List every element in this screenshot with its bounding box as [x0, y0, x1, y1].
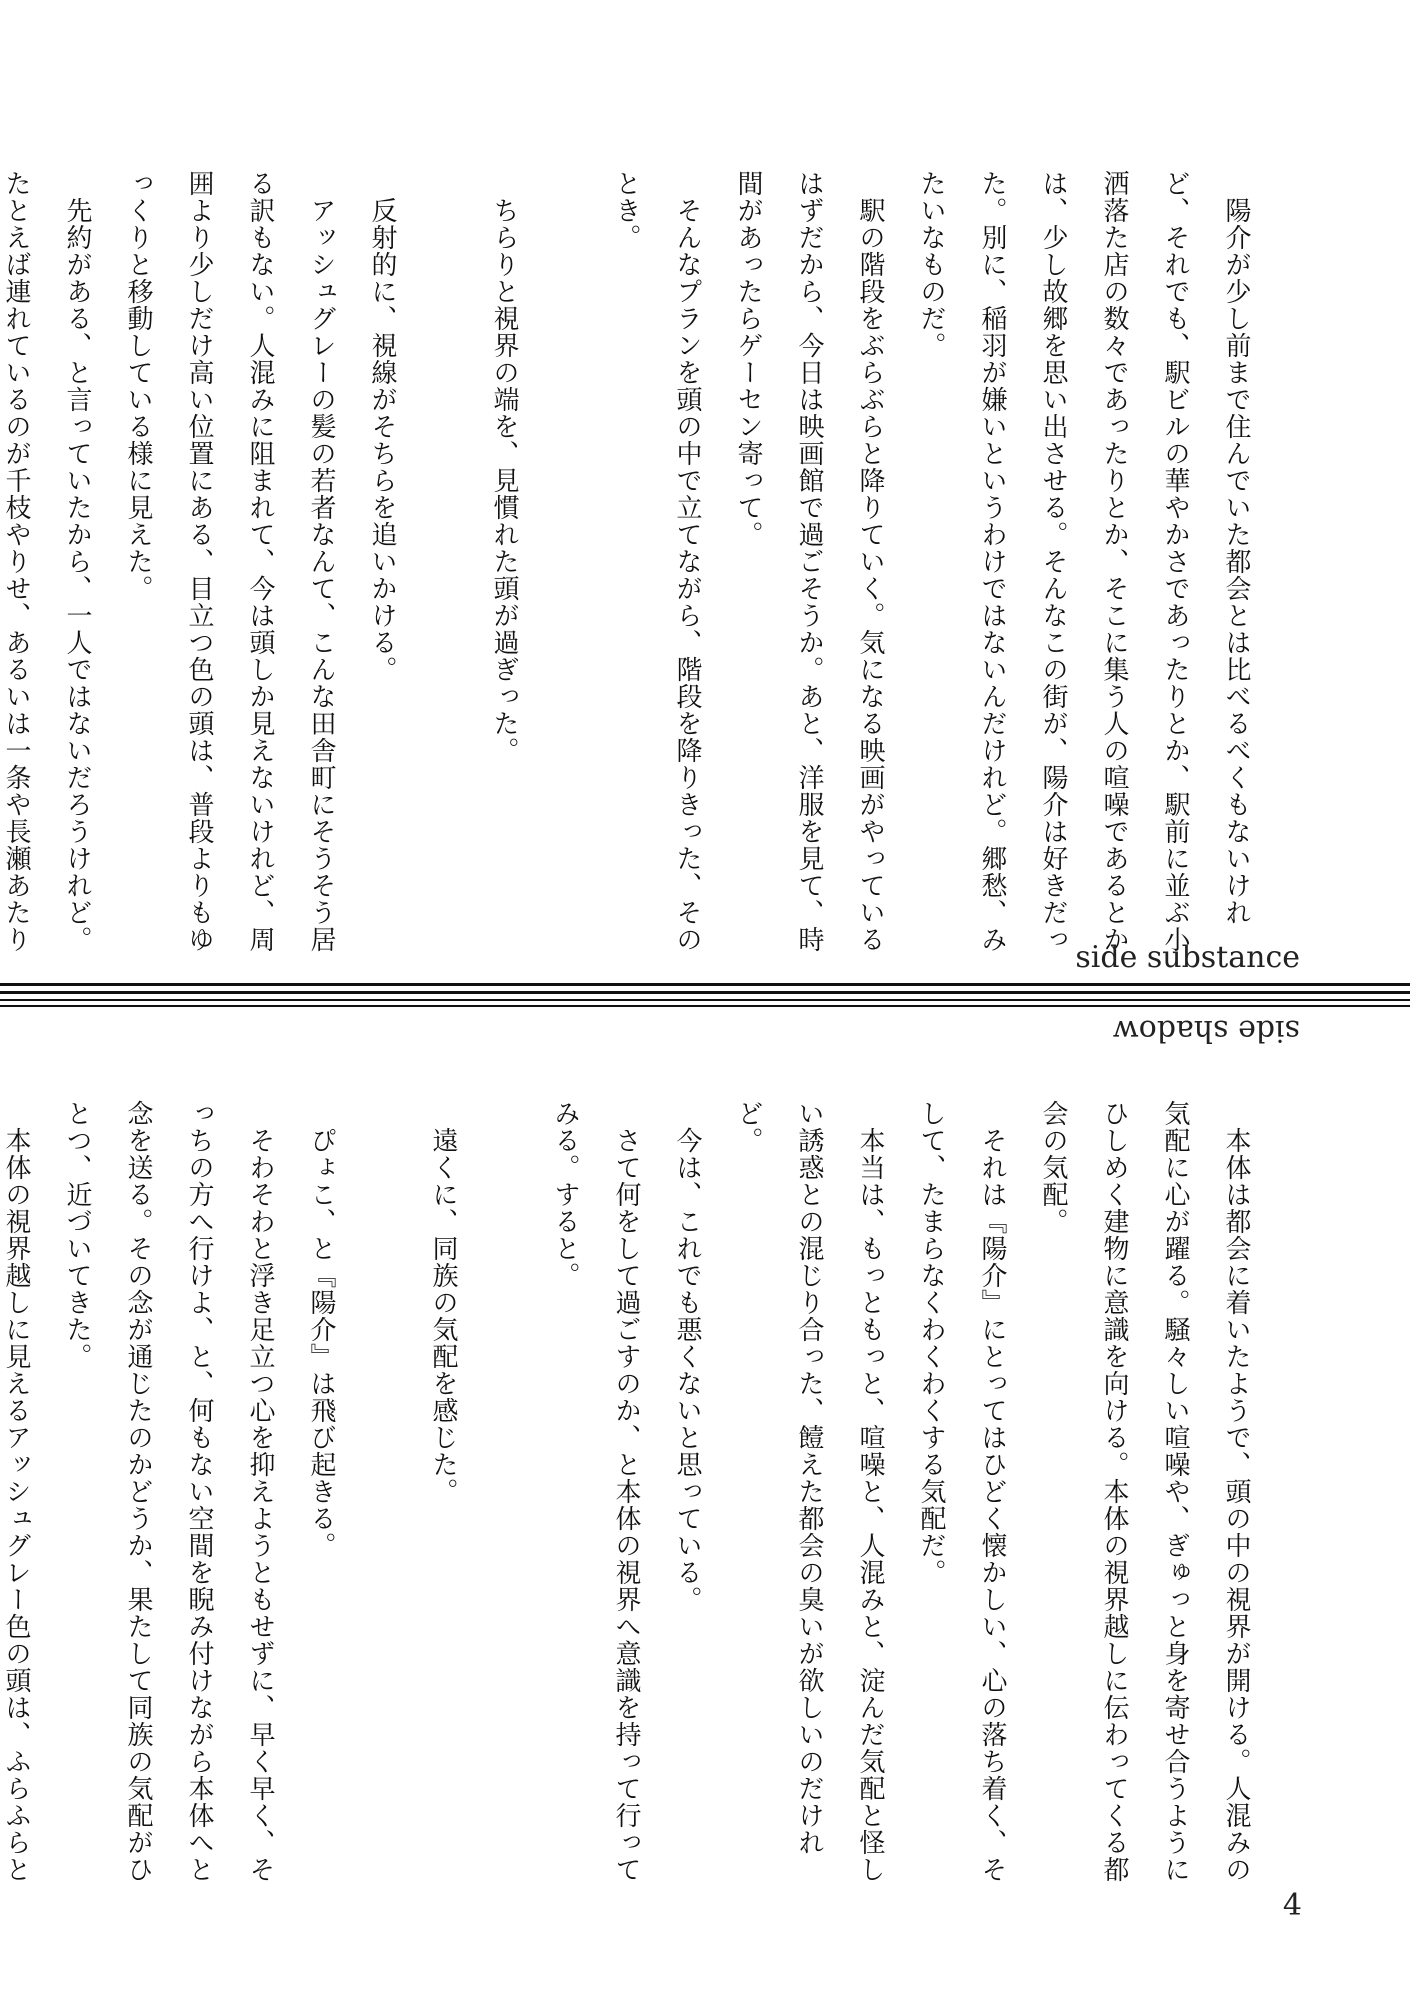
paragraph: 反射的に、視線がそちらを追いかける。 — [367, 170, 397, 683]
paragraph: アッシュグレーの髪の若者なんて、こんな田舎町にそうそう居る訳もない。人混みに阻まれて、今は頭しか見えないけれど、周囲より少しだけ高い位置にある、目立つ色の頭は、普段よりもゆっくりと移動している様に見えた。 — [123, 170, 336, 953]
section-label-substance: side substance — [1075, 940, 1300, 975]
paragraph: 本当は、もっともっと、喧噪と、人混みと、淀んだ気配と怪しい誘惑との混じり合った、饐えた都会の臭いが欲しいのだけれど。 — [733, 1100, 885, 1883]
paragraph: そわそわと浮き足立つ心を抑えようともせずに、早く早く、そっちの方へ行けよ、と、何もない空間を睨み付けながら本体へと念を送る。その念が通じたのかどうか、果たして同族の気配がひとつ、近づいてきた。 — [62, 1100, 275, 1883]
top-text-column — [0, 170, 1266, 970]
divider-rule — [0, 1005, 1410, 1007]
divider-rule — [0, 991, 1410, 994]
blank-line — [473, 1100, 534, 1900]
paragraph: 本体の視界越しに見えるアッシュグレー色の頭は、ふらふらと — [1, 1127, 31, 1883]
page-number: 4 — [1282, 1888, 1302, 1923]
paragraph: 本体は都会に着いたようで、頭の中の視界が開ける。人混みの気配に心が躍る。騒々しい喧噪や、ぎゅっと身を寄せ合うようにひしめく建物に意識を向ける。本体の視界越しに伝わってくる都会の気配。 — [1038, 1100, 1251, 1883]
blank-line — [412, 170, 473, 970]
paragraph: ちらりと視界の端を、見慣れた頭が過ぎった。 — [489, 170, 519, 764]
divider-rule — [0, 983, 1410, 986]
blank-line — [534, 170, 595, 970]
paragraph: 駅の階段をぶらぶらと降りていく。気になる映画がやっているはずだから、今日は映画館で過ごそうか。あと、洋服を見て、時間があったらゲーセン寄って。 — [733, 170, 885, 953]
paragraph: 陽介が少し前まで住んでいた都会とは比べるべくもないけれど、それでも、駅ビルの華やかさであったりとか、駅前に並ぶ小洒落た店の数々であったりとか、そこに集う人の喧噪であるとかは、少し故郷を思い出させる。そんなこの街が、陽介は好きだった。別に、稲羽が嫌いというわけではないんだけれど。郷愁、みたいなものだ。 — [916, 170, 1251, 953]
paragraph: 遠くに、同族の気配を感じた。 — [428, 1100, 458, 1505]
blank-line — [351, 1100, 412, 1900]
paragraph: 先約がある、と言っていたから、一人ではないだろうけれど。たとえば連れているのが千枝やりせ、あるいは一条や長瀬あたり — [1, 170, 92, 953]
bottom-text-column — [0, 1100, 1266, 1900]
paragraph: 今は、これでも悪くないと思っている。 — [672, 1100, 702, 1613]
section-label-shadow: side shadow — [1112, 1013, 1300, 1048]
paragraph: ぴょこ、と『陽介』は飛び起きる。 — [306, 1100, 336, 1559]
paragraph: そんなプランを頭の中で立てながら、階段を降りきった、そのとき。 — [611, 170, 702, 953]
paragraph: さて何をして過ごすのか、と本体の視界へ意識を持って行ってみる。すると。 — [550, 1100, 641, 1883]
divider-rule — [0, 999, 1410, 1001]
paragraph: それは『陽介』にとってはひどく懐かしい、心の落ち着く、そして、たまらなくわくわくする気配だ。 — [916, 1100, 1007, 1883]
